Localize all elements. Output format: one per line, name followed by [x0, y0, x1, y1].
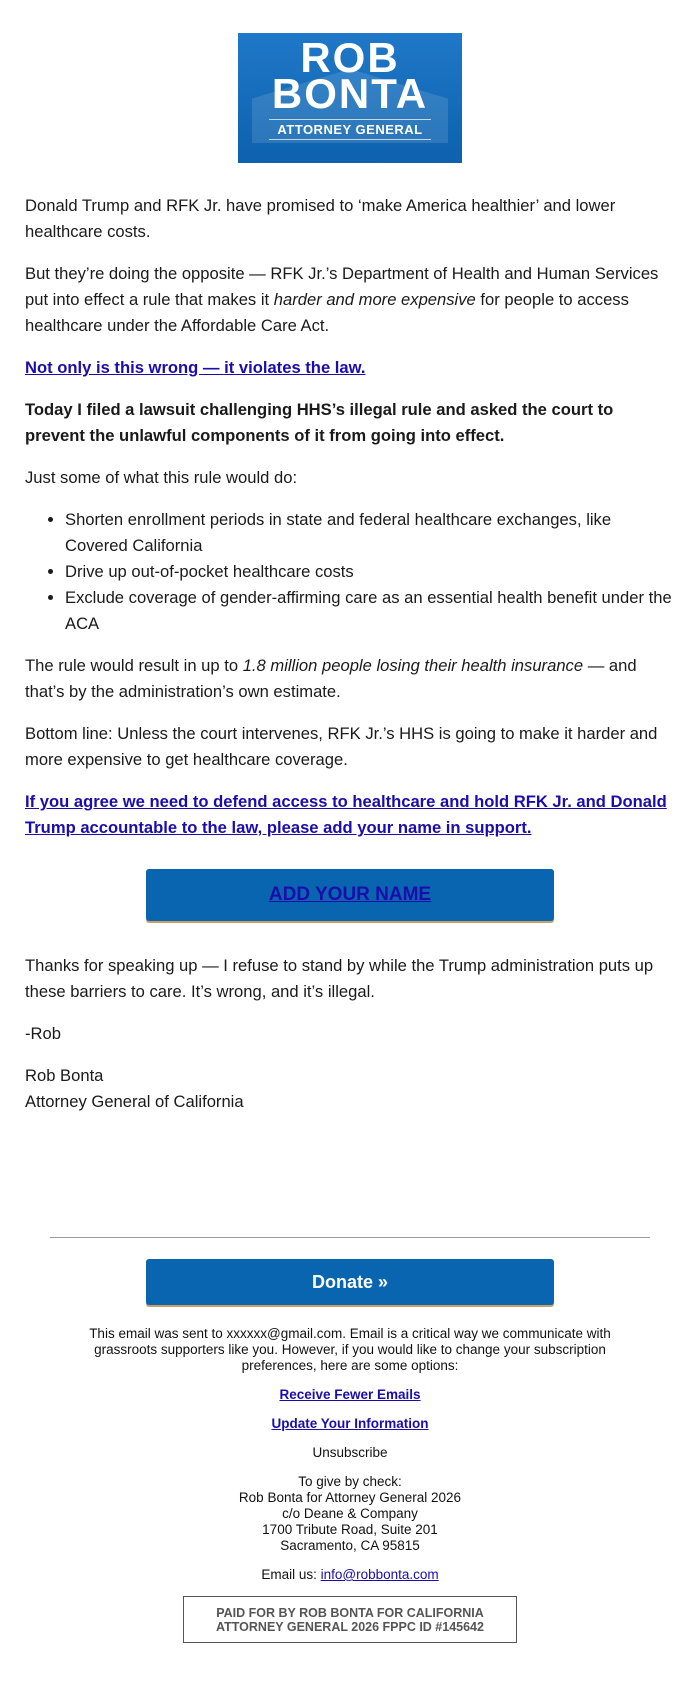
- paragraph-list-intro: Just some of what this rule would do:: [25, 468, 298, 487]
- check-line-care-of: c/o Deane & Company: [282, 1506, 418, 1521]
- email-body: [0, 193, 700, 1115]
- rule-estimate-text-2: — and that’s by the administration’s own estimate.: [25, 656, 637, 701]
- paragraph-rule-estimate: [25, 653, 675, 705]
- paragraph-opposite-text-1: But they’re doing the opposite — RFK Jr.’s Department of Health and Human Services put into effect a rule that makes it: [25, 264, 659, 309]
- paragraph-bottom-line: Bottom line: Unless the court intervenes, RFK Jr.’s HHS is going to make it harder and more expensive to get healthcare coverage.: [25, 724, 658, 769]
- donate-container: [0, 1259, 700, 1305]
- paragraph-opposite-emphasis: harder and more expensive: [273, 290, 476, 309]
- check-line-city: Sacramento, CA 95815: [280, 1538, 420, 1553]
- footer-email-row: [60, 1567, 640, 1583]
- check-line-street: 1700 Tribute Road, Suite 201: [262, 1522, 438, 1537]
- list-item: • Shorten enrollment periods in state and federal healthcare exchanges, like Covered California: [65, 507, 675, 559]
- footer-fewer-emails-row: [60, 1387, 640, 1403]
- paragraph-link-support: [25, 789, 675, 841]
- check-intro: To give by check:: [298, 1474, 402, 1489]
- signature-title: Attorney General of California: [25, 1092, 244, 1111]
- email-footer: [0, 1326, 700, 1643]
- campaign-logo: [238, 33, 462, 163]
- lawsuit-bold-text: Today I filed a lawsuit challenging HHS’s illegal rule and asked the court to prevent the unlawful components of it from going into effect.: [25, 400, 614, 445]
- rule-estimate-text-1: The rule would result in up to: [25, 656, 243, 675]
- donate-button[interactable]: Donate »: [146, 1259, 554, 1305]
- paragraph-thanks: Thanks for speaking up — I refuse to stand by while the Trump administration puts up these barriers to care. It’s wrong, and it’s illegal.: [25, 956, 654, 1001]
- check-line-committee: Rob Bonta for Attorney General 2026: [238, 1490, 462, 1505]
- logo-line-rob: ROB: [300, 34, 400, 81]
- signature-block: [25, 1063, 675, 1115]
- add-your-name-button[interactable]: ADD YOUR NAME: [146, 869, 554, 921]
- paragraph-opposite-text-2: for people to access healthcare under the Affordable Care Act.: [25, 290, 629, 335]
- footer-unsubscribe-row: [60, 1445, 640, 1461]
- footer-divider: [50, 1237, 650, 1238]
- unsubscribe-link[interactable]: Unsubscribe: [312, 1445, 388, 1460]
- signoff: -Rob: [25, 1024, 61, 1043]
- update-your-information-link[interactable]: Update Your Information: [271, 1416, 429, 1431]
- link-violates-law[interactable]: Not only is this wrong — it violates the law.: [25, 358, 366, 377]
- list-item: • Drive up out-of-pocket healthcare costs: [65, 559, 675, 585]
- paragraph-link-violation: [25, 355, 675, 381]
- paragraph-intro: Donald Trump and RFK Jr. have promised to ‘make America healthier’ and lower healthcare costs.: [25, 196, 616, 241]
- check-address-block: [60, 1474, 640, 1554]
- logo-line-attorney-general: ATTORNEY GENERAL: [269, 119, 430, 140]
- rule-estimate-emphasis: 1.8 million people losing their health insurance: [242, 656, 584, 675]
- email-container: [0, 33, 700, 1643]
- footer-notice: This email was sent to xxxxxx@gmail.com. Email is a critical way we communicate with grassroots supporters like you. However, if you would like to change your subscription preferences, here are some options:: [89, 1326, 611, 1373]
- paid-for-disclaimer: PAID FOR BY ROB BONTA FOR CALIFORNIA ATTORNEY GENERAL 2026 FPPC ID #145642: [183, 1596, 517, 1643]
- paragraph-opposite: [25, 261, 675, 339]
- email-us-label: Email us:: [261, 1567, 321, 1582]
- cta-container: [25, 869, 675, 921]
- footer-update-info-row: [60, 1416, 640, 1432]
- receive-fewer-emails-link[interactable]: Receive Fewer Emails: [279, 1387, 421, 1402]
- rule-effects-list: [25, 507, 675, 637]
- email-us-link[interactable]: info@robbonta.com: [320, 1567, 439, 1582]
- link-add-name-support[interactable]: If you agree we need to defend access to healthcare and hold RFK Jr. and Donald Trump accountable to the law, please add your name in support.: [25, 792, 667, 837]
- list-item: • Exclude coverage of gender-affirming care as an essential health benefit under the ACA: [65, 585, 675, 637]
- signature-name: Rob Bonta: [25, 1066, 104, 1085]
- logo-line-bonta: BONTA: [271, 70, 429, 117]
- paragraph-lawsuit: [25, 397, 675, 449]
